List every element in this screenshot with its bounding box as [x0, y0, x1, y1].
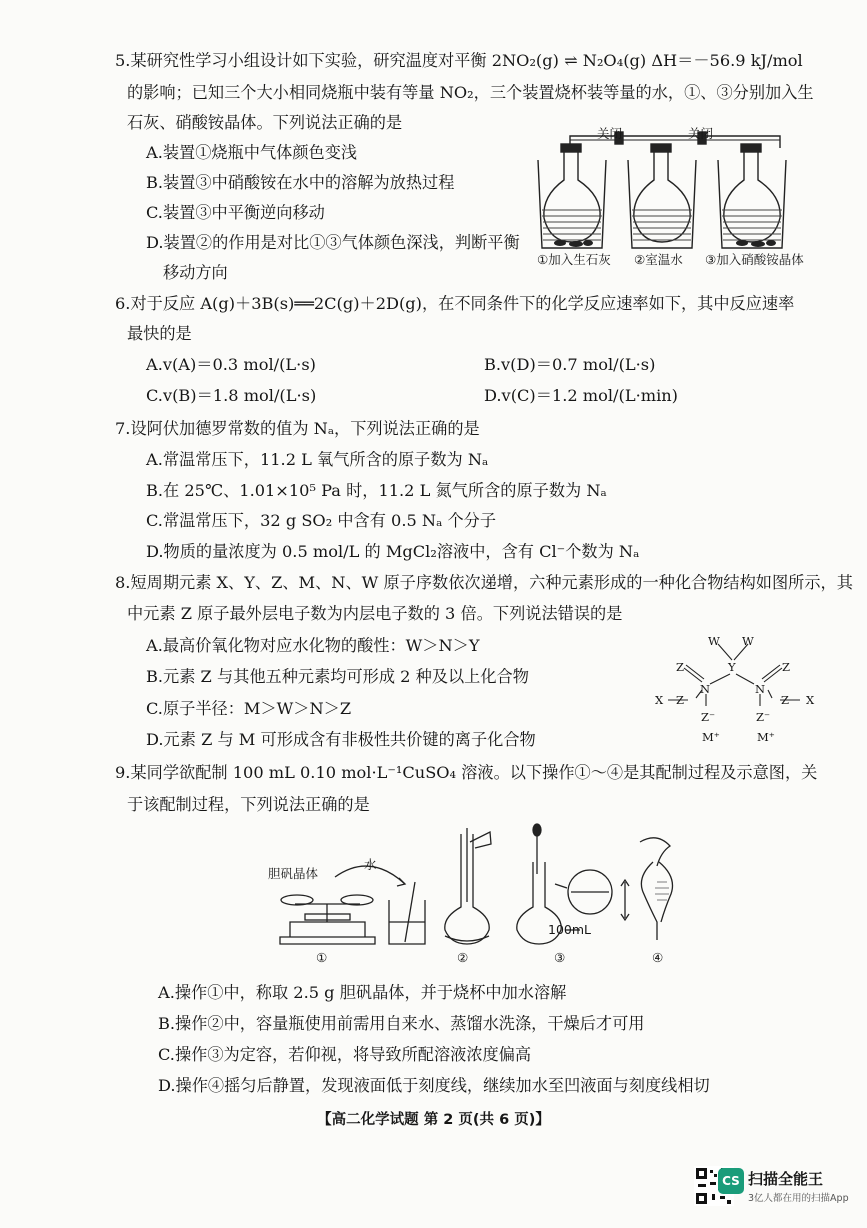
q8-ion-m-plus-1: M⁺	[702, 730, 720, 744]
q8-atom-n2: N	[755, 682, 766, 696]
q9-fig-step-1: ①	[316, 950, 328, 965]
q5-stem-line2: 的影响；已知三个大小相同烧瓶中装有等量 NO₂，三个装置烧杯装等量的水，①、③分别加入生	[127, 83, 814, 102]
q8-option-b: B.元素 Z 与其他五种元素均可形成 2 种及以上化合物	[146, 667, 529, 686]
q7-option-a: A.常温常压下，11.2 L 氧气所含的原子数为 Nₐ	[146, 450, 489, 469]
q5-option-b: B.装置③中硝酸铵在水中的溶解为放热过程	[146, 173, 455, 192]
q5-option-c: C.装置③中平衡逆向移动	[146, 203, 325, 222]
q9-option-a: A.操作①中，称取 2.5 g 胆矾晶体，并于烧杯中加水溶解	[158, 983, 567, 1002]
q9-option-d: D.操作④摇匀后静置，发现液面低于刻度线，继续加水至凹液面与刻度线相切	[158, 1076, 710, 1095]
q8-atom-z-minus-1: Z⁻	[701, 710, 716, 724]
q6-option-c: C.v(B)＝1.8 mol/(L·s)	[146, 386, 317, 405]
q8-atom-x2: X	[806, 693, 815, 707]
q8-atom-z2: Z	[782, 660, 790, 674]
q9-option-b: B.操作②中，容量瓶使用前需用自来水、蒸馏水洗涤，干燥后才可用	[158, 1014, 645, 1033]
q8-atom-y: Y	[728, 660, 736, 674]
q8-option-a: A.最高价氧化物对应水化物的酸性：W＞N＞Y	[146, 636, 480, 655]
q9-fig-water-label: 水	[364, 857, 377, 872]
q5-stem-line3: 石灰、硝酸铵晶体。下列说法正确的是	[127, 113, 403, 132]
q5-fig-close-label-2: 关闭	[688, 126, 714, 141]
q5-option-a: A.装置①烧瓶中气体颜色变浅	[146, 143, 358, 162]
page-footer: 【高二化学试题 第 2 页(共 6 页)】	[317, 1112, 550, 1128]
q8-atom-z3: Z	[676, 693, 684, 707]
q8-atom-z1: Z	[676, 660, 684, 674]
q5-apparatus-figure	[530, 118, 820, 268]
q8-option-c: C.原子半径：M＞W＞N＞Z	[146, 699, 352, 718]
scanner-tagline: 3亿人都在用的扫描App	[748, 1193, 849, 1204]
q9-fig-step-2: ②	[457, 950, 469, 965]
q8-ion-m-plus-2: M⁺	[757, 730, 775, 744]
q8-atom-z-minus-2: Z⁻	[756, 710, 771, 724]
q8-atom-w1: W	[708, 634, 720, 648]
q9-stem-line1: 9.某同学欲配制 100 mL 0.10 mol·L⁻¹CuSO₄ 溶液。以下操作①～④是其配制过程及示意图，关	[115, 763, 818, 782]
q6-option-b: B.v(D)＝0.7 mol/(L·s)	[484, 355, 656, 374]
scanner-brand-name: 扫描全能王	[748, 1170, 824, 1188]
q8-atom-z4: Z	[781, 693, 789, 707]
q9-procedure-figure	[265, 822, 685, 952]
q9-fig-step-3: ③	[554, 950, 566, 965]
q9-fig-100ml-label: 100mL	[548, 922, 591, 937]
q8-atom-w2: W	[742, 634, 754, 648]
q9-fig-step-4: ④	[652, 950, 664, 965]
q5-option-d-line1: D.装置②的作用是对比①③气体颜色深浅，判断平衡	[146, 233, 520, 252]
q7-option-d: D.物质的量浓度为 0.5 mol/L 的 MgCl₂溶液中，含有 Cl⁻个数为 Nₐ	[146, 542, 640, 561]
q9-fig-crystal-label: 胆矾晶体	[268, 866, 319, 881]
q5-fig-caption-1: ①加入生石灰	[537, 252, 611, 267]
q5-fig-caption-2: ②室温水	[634, 252, 683, 267]
q8-stem-line1: 8.短周期元素 X、Y、Z、M、N、W 原子序数依次递增，六种元素形成的一种化合物结构如图所示，其	[115, 573, 853, 592]
q6-stem-line2: 最快的是	[127, 324, 192, 343]
scanner-logo-icon: CS	[718, 1168, 744, 1194]
q5-stem-line1: 5.某研究性学习小组设计如下实验，研究温度对平衡 2NO₂(g) ⇌ N₂O₄(g) ΔH＝－56.9 kJ/mol	[115, 51, 803, 70]
q6-option-a: A.v(A)＝0.3 mol/(L·s)	[146, 355, 316, 374]
q5-fig-caption-3: ③加入硝酸铵晶体	[705, 252, 804, 267]
q9-option-c: C.操作③为定容，若仰视，将导致所配溶液浓度偏高	[158, 1045, 532, 1064]
q6-stem-line1: 6.对于反应 A(g)＋3B(s)══2C(g)＋2D(g)，在不同条件下的化学反应速率如下，其中反应速率	[115, 294, 795, 313]
q8-atom-x1: X	[655, 693, 664, 707]
q5-option-d-line2: 移动方向	[163, 263, 228, 282]
q7-option-c: C.常温常压下，32 g SO₂ 中含有 0.5 Nₐ 个分子	[146, 511, 497, 530]
q6-option-d: D.v(C)＝1.2 mol/(L·min)	[484, 386, 678, 405]
q8-stem-line2: 中元素 Z 原子最外层电子数为内层电子数的 3 倍。下列说法错误的是	[127, 604, 623, 623]
q8-atom-n1: N	[700, 682, 711, 696]
q7-option-b: B.在 25℃、1.01×10⁵ Pa 时，11.2 L 氮气所含的原子数为 Nₐ	[146, 481, 607, 500]
q9-stem-line2: 于该配制过程，下列说法正确的是	[127, 795, 370, 814]
q8-option-d: D.元素 Z 与 M 可形成含有非极性共价键的离子化合物	[146, 730, 536, 749]
q5-fig-close-label-1: 关闭	[597, 126, 623, 141]
q7-stem: 7.设阿伏加德罗常数的值为 Nₐ，下列说法正确的是	[115, 419, 480, 438]
q8-structure-bonds	[650, 632, 820, 742]
